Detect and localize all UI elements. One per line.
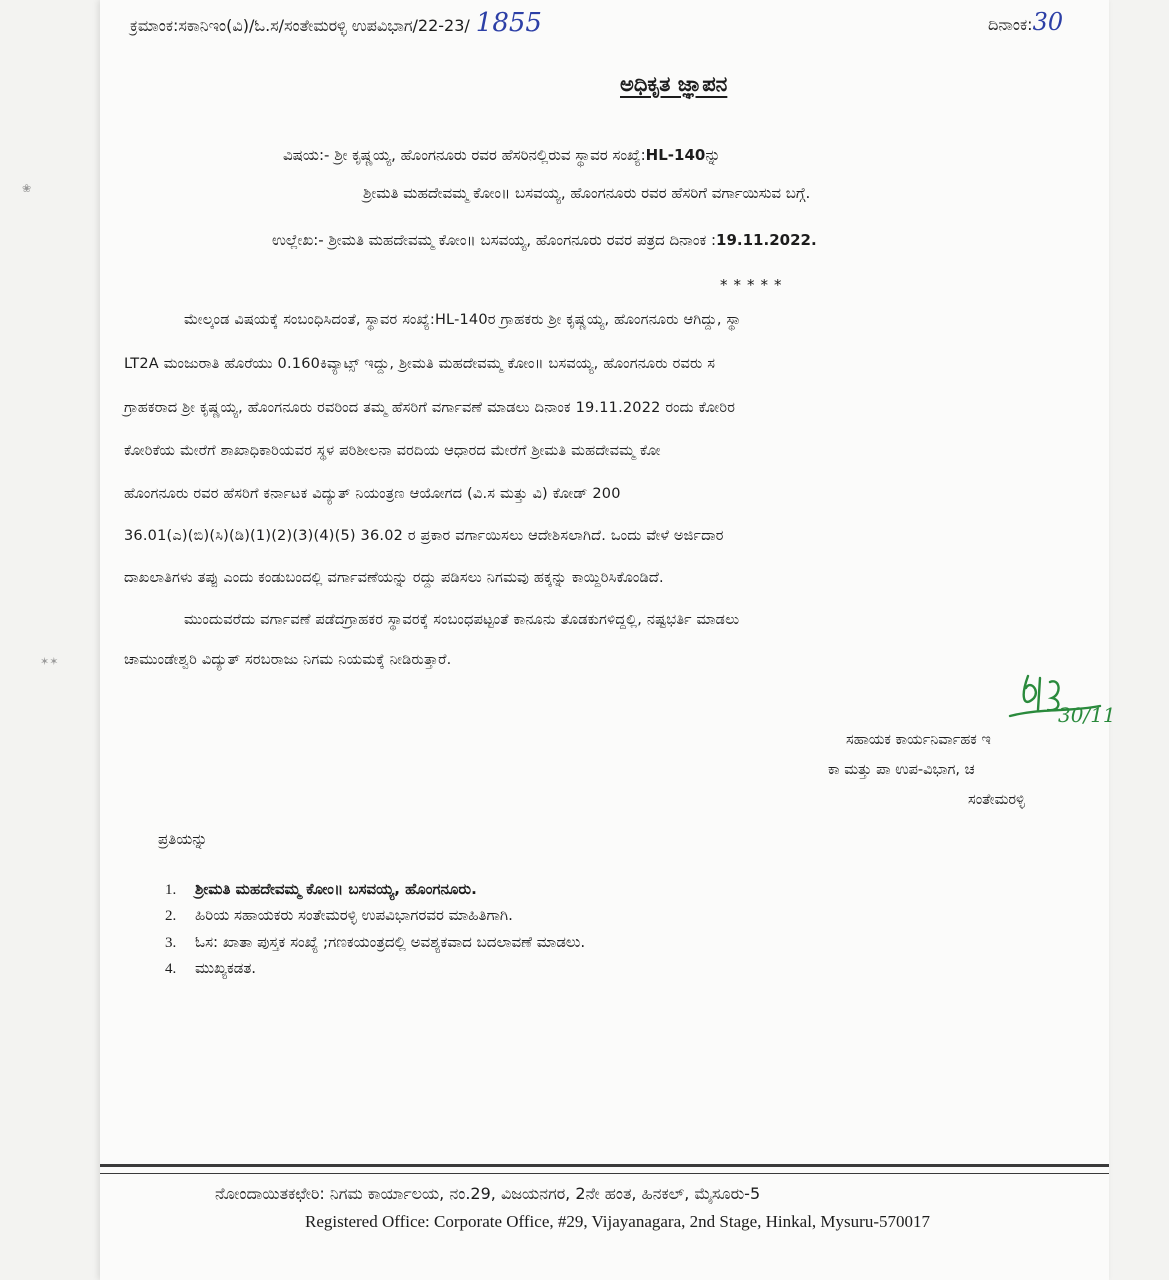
- subject-text-c: ನ್ನು: [705, 146, 721, 164]
- subject-label: ವಿಷಯ:-: [283, 146, 330, 164]
- registered-office-kannada: ನೋಂದಾಯಿತಕಛೇರಿ: ನಿಗಮ ಕಾರ್ಯಾಲಯ, ನಂ.29, ವಿಜಯನಗರ, 2ನೇ ಹಂತ, ಹಿನಕಲ್, ಮೈಸೂರು-5: [215, 1184, 761, 1203]
- copy-item-text: ಹಿರಿಯ ಸಹಾಯಕರು ಸಂತೇಮರಳ್ಳಿ ಉಪವಿಭಾಗರವರ ಮಾಹಿತಿಗಾಗಿ.: [195, 906, 513, 924]
- copy-item-number: 3.: [165, 935, 177, 951]
- signatory-designation: ಸಹಾಯಕ ಕಾರ್ಯನಿರ್ವಾಹಕ ಇ: [846, 732, 991, 748]
- copy-item: [165, 906, 513, 925]
- subject-text-a: ಶ್ರೀ ಕೃಷ್ಣಯ್ಯ, ಹೊಂಗನೂರು ರವರ ಹೆಸರಿನಲ್ಲಿರುವ ಸ್ಥಾವರ ಸಂಖ್ಯೆ:: [334, 146, 646, 164]
- copy-item-number: 2.: [165, 908, 177, 924]
- body-line: ಚಾಮುಂಡೇಶ್ವರಿ ವಿದ್ಯುತ್ ಸರಬರಾಜು ನಿಗಮ ನಿಯಮಕ್ಕೆ ನೀಡಿರುತ್ತಾರೆ.: [124, 652, 452, 668]
- signatory-office: ಕಾ ಮತ್ತು ಪಾ ಉಪ-ವಿಭಾಗ, ಚ: [828, 762, 975, 778]
- reference-number-line: [130, 8, 542, 38]
- body-line: ದಾಖಲಾತಿಗಳು ತಪ್ಪು ಎಂದು ಕಂಡುಬಂದಲ್ಲಿ ವರ್ಗಾವಣೆಯನ್ನು ರದ್ದು ಪಡಿಸಲು ನಿಗಮವು ಹಕ್ಕನ್ನು ಕಾಯ್ದಿರಿಸಿಕೊಂಡಿದೆ.: [124, 570, 664, 586]
- copies-heading: ಪ್ರತಿಯನ್ನು: [158, 830, 208, 848]
- margin-smudge: ❀: [22, 182, 32, 195]
- body-line: LT2A ಮಂಜುರಾತಿ ಹೊರೆಯು 0.160ಕಿವ್ಯಾಟ್ಸ್ ಇದ್ದು, ಶ್ರೀಮತಿ ಮಹದೇವಮ್ಮ ಕೋಂ॥ ಬಸವಯ್ಯ, ಹೊಂಗನೂರು ರವರು ಸ: [124, 356, 716, 372]
- reference-date: 19.11.2022.: [716, 231, 817, 249]
- handwritten-date: 30: [1032, 8, 1064, 36]
- section-separator: *****: [720, 276, 788, 294]
- handwritten-reference-number: 1855: [475, 8, 542, 38]
- document-title: ಅಧಿಕೃತ ಜ್ಞಾಪನ: [620, 72, 728, 96]
- date-label: ದಿನಾಂಕ:: [988, 15, 1033, 34]
- date-line: [988, 8, 1063, 36]
- reference-number: ಕ್ರಮಾಂಕ:ಸಕಾನಿಇಂ(ವಿ)/ಓ.ಸ/ಸಂತೇಮರಳ್ಳಿ ಉಪವಿಭಾಗ/22-23/: [130, 16, 470, 35]
- body-line: ಮುಂದುವರೆದು ವರ್ಗಾವಣೆ ಪಡೆದಗ್ರಾಹಕರ ಸ್ಥಾವರಕ್ಕೆ ಸಂಬಂಧಪಟ್ಟಂತೆ ಕಾನೂನು ತೊಡಕುಗಳಿದ್ದಲ್ಲಿ, ನಷ್ಟಭರ್ತಿ ಮಾಡಲು: [184, 612, 740, 628]
- registered-office-english: Registered Office: Corporate Office, #29, Vijayanagara, 2nd Stage, Hinkal, Mysuru-570017: [305, 1212, 930, 1231]
- margin-smudge: ✶✶: [40, 655, 59, 668]
- subject-line-2: ಶ್ರೀಮತಿ ಮಹದೇವಮ್ಮ ಕೋಂ॥ ಬಸವಯ್ಯ, ಹೊಂಗನೂರು ರವರ ಹೆಸರಿಗೆ ವರ್ಗಾಯಿಸುವ ಬಗ್ಗೆ.: [363, 184, 811, 202]
- reference-line: [272, 231, 817, 249]
- copy-item-number: 4.: [165, 961, 177, 977]
- copy-item: [165, 933, 585, 952]
- signature-date: 30/11: [1058, 703, 1116, 727]
- reference-label: ಉಲ್ಲೇಖ:-: [272, 231, 324, 249]
- copy-item: [165, 959, 256, 978]
- signatory-place: ಸಂತೇಮರಳ್ಳಿ: [968, 792, 1025, 808]
- body-line: 36.01(ಎ)(ಬಿ)(ಸಿ)(ಡಿ)(1)(2)(3)(4)(5) 36.02 ರ ಪ್ರಕಾರ ವರ್ಗಾಯಿಸಲು ಆದೇಶಿಸಲಾಗಿದೆ. ಒಂದು ವೇಳೆ ಅರ್ಜಿದಾರ: [124, 528, 724, 544]
- installation-number: HL-140: [645, 146, 706, 164]
- copy-item-text: ಶ್ರೀಮತಿ ಮಹದೇವಮ್ಮ ಕೋಂ॥ ಬಸವಯ್ಯ, ಹೊಂಗನೂರು.: [195, 880, 477, 898]
- subject-line-1: [283, 146, 720, 164]
- body-line: ಕೋರಿಕೆಯ ಮೇರೆಗೆ ಶಾಖಾಧಿಕಾರಿಯವರ ಸ್ಥಳ ಪರಿಶೀಲನಾ ವರದಿಯ ಆಧಾರದ ಮೇರೆಗೆ ಶ್ರೀಮತಿ ಮಹದೇವಮ್ಮ ಕೋ: [124, 443, 661, 459]
- body-line: ಗ್ರಾಹಕರಾದ ಶ್ರೀ ಕೃಷ್ಣಯ್ಯ, ಹೊಂಗನೂರು ರವರಿಂದ ತಮ್ಮ ಹೆಸರಿಗೆ ವರ್ಗಾವಣೆ ಮಾಡಲು ದಿನಾಂಕ 19.11.2022 ರಂದು ಕೋರಿರ: [124, 400, 736, 416]
- reference-text: ಶ್ರೀಮತಿ ಮಹದೇವಮ್ಮ ಕೋಂ॥ ಬಸವಯ್ಯ, ಹೊಂಗನೂರು ರವರ ಪತ್ರದ ದಿನಾಂಕ :: [328, 231, 717, 249]
- copy-item: [165, 880, 477, 899]
- body-line: ಹೊಂಗನೂರು ರವರ ಹೆಸರಿಗೆ ಕರ್ನಾಟಕ ವಿದ್ಯುತ್ ನಿಯಂತ್ರಣ ಆಯೋಗದ (ವಿ.ಸ ಮತ್ತು ವಿ) ಕೋಡ್ 200: [124, 486, 621, 502]
- body-line: ಮೇಲ್ಕಂಡ ವಿಷಯಕ್ಕೆ ಸಂಬಂಧಿಸಿದಂತೆ, ಸ್ಥಾವರ ಸಂಖ್ಯೆ:HL-140ರ ಗ್ರಾಹಕರು ಶ್ರೀ ಕೃಷ್ಣಯ್ಯ, ಹೊಂಗನೂರು ಆಗಿದ್ದು, ಸ್ಥಾ: [184, 312, 742, 328]
- copy-item-number: 1.: [165, 882, 177, 898]
- handwritten-signature: [1000, 668, 1116, 728]
- copy-item-text: ಓಸ: ಖಾತಾ ಪುಸ್ತಕ ಸಂಖ್ಯೆ ;ಗಣಕಯಂತ್ರದಲ್ಲಿ ಅವಶ್ಯಕವಾದ ಬದಲಾವಣೆ ಮಾಡಲು.: [195, 933, 586, 951]
- footer-rule: [100, 1164, 1109, 1174]
- copy-item-text: ಮುಖ್ಯಕಡತ.: [195, 959, 257, 977]
